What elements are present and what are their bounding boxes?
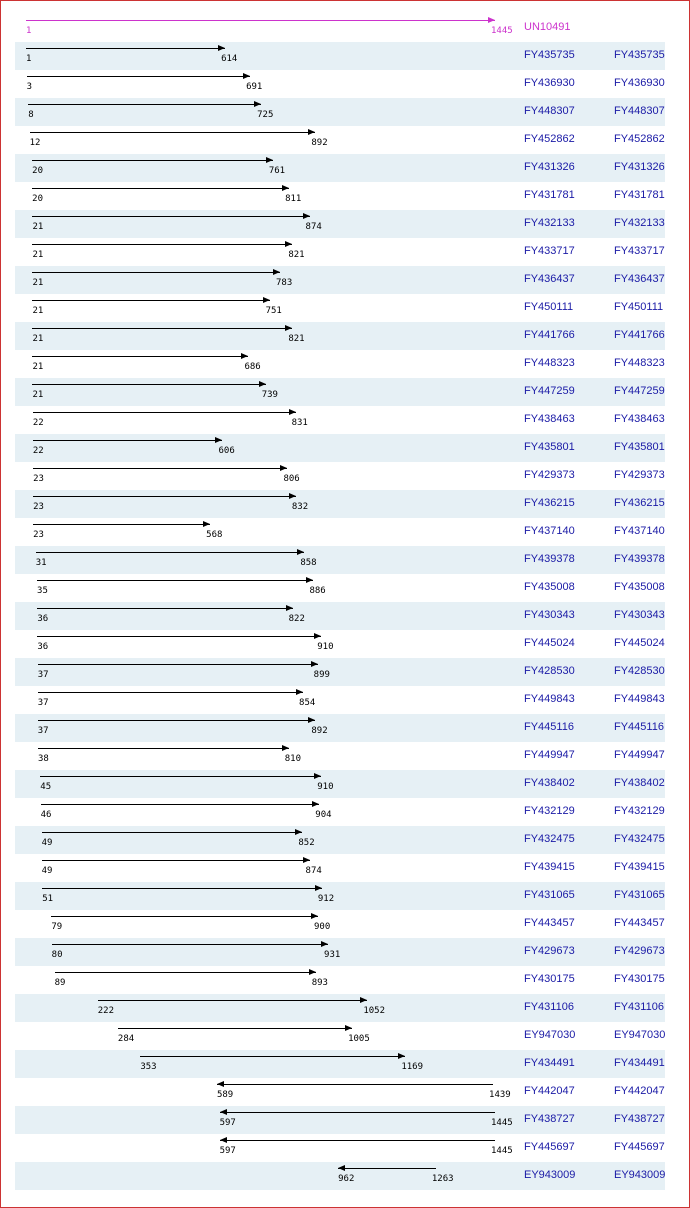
arrow-right-icon xyxy=(203,521,210,527)
start-position: 23 xyxy=(33,474,44,484)
arrow-right-icon xyxy=(309,969,316,975)
end-position: 686 xyxy=(244,362,261,372)
arrow-right-icon xyxy=(315,885,322,891)
start-position: 20 xyxy=(32,166,43,176)
end-position: 931 xyxy=(324,950,341,960)
start-position: 46 xyxy=(40,810,52,820)
accession-link[interactable]: FY448307 xyxy=(524,105,575,117)
arrow-right-icon xyxy=(308,717,315,723)
alignment-line xyxy=(26,48,225,49)
end-position: 1169 xyxy=(401,1062,424,1072)
end-position: 1005 xyxy=(348,1034,370,1044)
accession-link-secondary[interactable]: FY447259 xyxy=(614,385,665,397)
arrow-right-icon xyxy=(289,493,296,499)
arrow-right-icon xyxy=(303,213,310,219)
alignment-line xyxy=(140,1056,405,1057)
alignment-line xyxy=(30,132,316,133)
start-position: 23 xyxy=(33,502,44,512)
alignment-line xyxy=(55,972,316,973)
alignment-line xyxy=(32,216,309,217)
end-position: 1439 xyxy=(489,1090,511,1100)
alignment-line xyxy=(36,552,305,553)
end-position: 810 xyxy=(284,754,302,764)
accession-link[interactable]: FY434491 xyxy=(524,1057,575,1069)
alignment-line xyxy=(33,496,296,497)
accession-link[interactable]: FY429373 xyxy=(524,469,575,481)
alignment-line xyxy=(98,1000,368,1001)
arrow-right-icon xyxy=(312,801,319,807)
accession-link-secondary[interactable]: FY449843 xyxy=(614,693,665,705)
start-position: 21 xyxy=(32,390,44,400)
end-position: 751 xyxy=(265,306,282,316)
start-position: 222 xyxy=(97,1006,115,1016)
end-position: 904 xyxy=(315,810,332,820)
accession-link[interactable]: FY431781 xyxy=(524,189,575,201)
start-position: 962 xyxy=(338,1174,355,1184)
alignment-line xyxy=(32,328,292,329)
accession-link-secondary[interactable]: FY452862 xyxy=(614,133,665,145)
accession-link-secondary[interactable]: FY429373 xyxy=(614,469,665,481)
end-position: 1445 xyxy=(491,1118,513,1128)
arrow-right-icon xyxy=(398,1053,405,1059)
alignment-line xyxy=(41,804,320,805)
accession-link[interactable]: FY430343 xyxy=(524,609,575,621)
start-position: 21 xyxy=(32,362,44,372)
arrow-right-icon xyxy=(273,269,280,275)
accession-link-secondary[interactable]: FY431326 xyxy=(614,161,665,173)
start-position: 51 xyxy=(42,894,54,904)
end-position: 831 xyxy=(291,418,308,428)
alignment-line xyxy=(38,692,303,693)
accession-link-secondary[interactable]: FY448307 xyxy=(614,105,665,117)
alignment-line xyxy=(32,384,265,385)
end-position: 821 xyxy=(288,250,305,260)
arrow-right-icon xyxy=(314,633,321,639)
accession-link[interactable]: FY432475 xyxy=(524,833,575,845)
start-position: 12 xyxy=(29,138,41,148)
accession-link-secondary[interactable]: EY943009 xyxy=(614,1169,666,1181)
accession-link-secondary[interactable]: FY430175 xyxy=(614,973,665,985)
accession-link[interactable]: FY437140 xyxy=(524,525,575,537)
reference-line xyxy=(26,20,495,21)
accession-link[interactable]: FY432133 xyxy=(524,217,575,229)
arrow-right-icon xyxy=(285,241,292,247)
alignment-line xyxy=(52,944,328,945)
accession-link-secondary[interactable]: FY436437 xyxy=(614,273,665,285)
start-position: 3 xyxy=(26,82,33,92)
arrow-left-icon xyxy=(220,1109,227,1115)
accession-link-secondary[interactable]: FY430343 xyxy=(614,609,665,621)
end-position: 1445 xyxy=(491,26,513,36)
arrow-left-icon xyxy=(220,1137,227,1143)
accession-link[interactable]: FY435735 xyxy=(524,49,575,61)
accession-link[interactable]: FY439415 xyxy=(524,861,575,873)
end-position: 874 xyxy=(305,866,322,876)
accession-link-secondary[interactable]: FY431065 xyxy=(614,889,665,901)
start-position: 20 xyxy=(32,194,43,204)
accession-link[interactable]: FY431106 xyxy=(524,1001,574,1013)
arrow-right-icon xyxy=(282,185,289,191)
end-position: 899 xyxy=(313,670,330,680)
start-position: 79 xyxy=(51,922,63,932)
start-position: 36 xyxy=(37,614,49,624)
arrow-right-icon xyxy=(314,773,321,779)
alignment-line xyxy=(33,524,210,525)
end-position: 858 xyxy=(300,558,317,568)
accession-link[interactable]: FY432129 xyxy=(524,805,575,817)
end-position: 910 xyxy=(317,642,334,652)
arrow-right-icon xyxy=(311,661,318,667)
arrow-right-icon xyxy=(259,381,266,387)
start-position: 37 xyxy=(37,670,49,680)
accession-link[interactable]: FY431065 xyxy=(524,889,575,901)
accession-link-secondary[interactable]: FY435735 xyxy=(614,49,665,61)
start-position: 284 xyxy=(117,1034,135,1044)
accession-link-secondary[interactable]: FY432133 xyxy=(614,217,665,229)
arrow-right-icon xyxy=(295,829,302,835)
arrow-right-icon xyxy=(488,17,495,23)
accession-link-secondary[interactable]: FY449947 xyxy=(614,749,665,761)
accession-link[interactable]: FY433717 xyxy=(524,245,575,257)
start-position: 35 xyxy=(37,586,48,596)
end-position: 852 xyxy=(298,838,315,848)
start-position: 89 xyxy=(54,978,66,988)
arrow-right-icon xyxy=(254,101,261,107)
arrow-right-icon xyxy=(241,353,248,359)
accession-link[interactable]: FY447259 xyxy=(524,385,575,397)
accession-link[interactable]: FY438463 xyxy=(524,413,575,425)
start-position: 22 xyxy=(32,418,44,428)
accession-link-secondary[interactable]: FY437140 xyxy=(614,525,665,537)
alignment-line xyxy=(37,636,321,637)
accession-link-secondary[interactable]: FY438727 xyxy=(614,1113,665,1125)
alignment-line xyxy=(118,1028,352,1029)
end-position: 893 xyxy=(311,978,328,988)
arrow-right-icon xyxy=(311,913,318,919)
start-position: 21 xyxy=(32,334,44,344)
alignment-line xyxy=(38,720,316,721)
accession-link-secondary[interactable]: FY435801 xyxy=(614,441,665,453)
accession-link[interactable]: FY436437 xyxy=(524,273,575,285)
alignment-line xyxy=(42,888,322,889)
alignment-line xyxy=(37,608,292,609)
start-position: 80 xyxy=(51,950,63,960)
end-position: 783 xyxy=(275,278,293,288)
alignment-line xyxy=(38,664,318,665)
start-position: 31 xyxy=(35,558,47,568)
arrow-right-icon xyxy=(286,605,293,611)
accession-link-secondary[interactable]: FY438463 xyxy=(614,413,665,425)
end-position: 725 xyxy=(257,110,274,120)
alignment-line xyxy=(32,160,273,161)
arrow-right-icon xyxy=(303,857,310,863)
arrow-right-icon xyxy=(289,409,296,415)
end-position: 568 xyxy=(206,530,223,540)
start-position: 38 xyxy=(38,754,49,764)
end-position: 1263 xyxy=(431,1174,454,1184)
arrow-right-icon xyxy=(321,941,328,947)
accession-link[interactable]: FY449947 xyxy=(524,749,575,761)
accession-link[interactable]: FY431326 xyxy=(524,161,575,173)
arrow-right-icon xyxy=(306,577,313,583)
start-position: 589 xyxy=(216,1090,234,1100)
arrow-right-icon xyxy=(285,325,292,331)
alignment-line xyxy=(42,860,310,861)
accession-link-secondary[interactable]: FY434491 xyxy=(614,1057,665,1069)
alignment-line xyxy=(38,748,289,749)
arrow-right-icon xyxy=(280,465,287,471)
accession-link-secondary[interactable]: FY439415 xyxy=(614,861,665,873)
alignment-line xyxy=(42,832,303,833)
alignment-line xyxy=(338,1168,436,1169)
accession-link[interactable]: FY441766 xyxy=(524,329,575,341)
accession-link-secondary[interactable]: FY445116 xyxy=(614,721,664,733)
accession-link[interactable]: FY436215 xyxy=(524,497,575,509)
start-position: 21 xyxy=(32,278,44,288)
alignment-line xyxy=(51,916,318,917)
end-position: 606 xyxy=(218,446,235,456)
end-position: 761 xyxy=(268,166,286,176)
accession-link[interactable]: FY445024 xyxy=(524,637,575,649)
accession-link[interactable]: FY449843 xyxy=(524,693,575,705)
start-position: 21 xyxy=(32,306,44,316)
alignment-line xyxy=(32,188,289,189)
arrow-right-icon xyxy=(266,157,273,163)
accession-link-secondary[interactable]: FY443457 xyxy=(614,917,665,929)
start-position: 37 xyxy=(37,698,49,708)
accession-link-secondary[interactable]: FY428530 xyxy=(614,665,665,677)
accession-link[interactable]: FY450111 xyxy=(524,301,574,313)
accession-link-secondary[interactable]: FY450111 xyxy=(614,301,664,313)
alignment-line xyxy=(220,1140,495,1141)
end-position: 892 xyxy=(311,138,328,148)
start-position: 49 xyxy=(41,866,53,876)
alignment-line xyxy=(27,76,250,77)
accession-link[interactable]: FY438402 xyxy=(524,777,575,789)
alignment-line xyxy=(32,272,279,273)
end-position: 886 xyxy=(309,586,326,596)
accession-link-secondary[interactable]: FY445024 xyxy=(614,637,665,649)
end-position: 832 xyxy=(291,502,309,512)
accession-link-secondary[interactable]: FY431106 xyxy=(614,1001,664,1013)
accession-link[interactable]: FY442047 xyxy=(524,1085,575,1097)
start-position: 1 xyxy=(26,26,32,36)
start-position: 353 xyxy=(140,1062,157,1072)
accession-link[interactable]: FY448323 xyxy=(524,357,575,369)
alignment-line xyxy=(33,440,223,441)
accession-link[interactable]: FY438727 xyxy=(524,1113,575,1125)
accession-link-secondary[interactable]: FY429673 xyxy=(614,945,665,957)
end-position: 614 xyxy=(221,54,238,64)
accession-link[interactable]: FY436930 xyxy=(524,77,575,89)
accession-link[interactable]: FY445116 xyxy=(524,721,574,733)
accession-link-secondary[interactable]: FY438402 xyxy=(614,777,665,789)
accession-link-secondary[interactable]: FY442047 xyxy=(614,1085,665,1097)
start-position: 597 xyxy=(219,1118,236,1128)
accession-link[interactable]: FY435801 xyxy=(524,441,575,453)
end-position: 1052 xyxy=(363,1006,386,1016)
arrow-right-icon xyxy=(243,73,250,79)
start-position: 22 xyxy=(32,446,44,456)
accession-link[interactable]: EY947030 xyxy=(524,1029,576,1041)
accession-link[interactable]: FY452862 xyxy=(524,133,575,145)
start-position: 23 xyxy=(33,530,44,540)
end-position: 900 xyxy=(313,922,331,932)
accession-link-secondary[interactable]: FY445697 xyxy=(614,1141,665,1153)
accession-link[interactable]: FY445697 xyxy=(524,1141,575,1153)
arrow-right-icon xyxy=(360,997,367,1003)
arrow-right-icon xyxy=(297,549,304,555)
end-position: 811 xyxy=(285,194,302,204)
end-position: 821 xyxy=(288,334,305,344)
arrow-right-icon xyxy=(215,437,222,443)
end-position: 1445 xyxy=(491,1146,513,1156)
start-position: 21 xyxy=(32,222,44,232)
alignment-line xyxy=(32,356,248,357)
alignment-line xyxy=(37,580,313,581)
end-position: 739 xyxy=(261,390,278,400)
end-position: 910 xyxy=(317,782,334,792)
end-position: 691 xyxy=(246,82,263,92)
arrow-right-icon xyxy=(308,129,315,135)
alignment-line xyxy=(220,1112,495,1113)
end-position: 806 xyxy=(283,474,300,484)
alignment-line xyxy=(217,1084,493,1085)
arrow-left-icon xyxy=(217,1081,224,1087)
arrow-right-icon xyxy=(296,689,303,695)
accession-link-secondary[interactable]: FY436930 xyxy=(614,77,665,89)
accession-link-secondary[interactable]: FY435008 xyxy=(614,581,665,593)
start-position: 37 xyxy=(37,726,49,736)
start-position: 45 xyxy=(40,782,52,792)
end-position: 854 xyxy=(299,698,316,708)
arrow-right-icon xyxy=(263,297,270,303)
start-position: 36 xyxy=(37,642,49,652)
alignment-line xyxy=(33,412,296,413)
accession-link-secondary[interactable]: FY431781 xyxy=(614,189,665,201)
accession-link[interactable]: FY443457 xyxy=(524,917,575,929)
accession-link[interactable]: FY435008 xyxy=(524,581,575,593)
arrow-right-icon xyxy=(218,45,225,51)
accession-link[interactable]: EY943009 xyxy=(524,1169,576,1181)
alignment-line xyxy=(40,776,321,777)
accession-link-secondary[interactable]: FY441766 xyxy=(614,329,665,341)
end-position: 892 xyxy=(311,726,328,736)
accession-link[interactable]: FY430175 xyxy=(524,973,575,985)
arrow-left-icon xyxy=(338,1165,345,1171)
start-position: 597 xyxy=(219,1146,236,1156)
accession-link-secondary[interactable]: FY436215 xyxy=(614,497,665,509)
accession-link[interactable]: FY439378 xyxy=(524,553,575,565)
alignment-line xyxy=(33,468,287,469)
accession-link-secondary[interactable]: EY947030 xyxy=(614,1029,666,1041)
arrow-right-icon xyxy=(282,745,289,751)
alignment-line xyxy=(28,104,261,105)
start-position: 49 xyxy=(41,838,53,848)
end-position: 822 xyxy=(288,614,305,624)
accession-link-secondary[interactable]: FY448323 xyxy=(614,357,665,369)
accession-link[interactable]: FY429673 xyxy=(524,945,575,957)
accession-link[interactable]: FY428530 xyxy=(524,665,575,677)
start-position: 1 xyxy=(26,54,32,64)
accession-link-secondary[interactable]: FY432475 xyxy=(614,833,665,845)
accession-link-secondary[interactable]: FY439378 xyxy=(614,553,665,565)
accession-link-secondary[interactable]: FY433717 xyxy=(614,245,665,257)
accession-link[interactable]: UN10491 xyxy=(524,21,571,33)
start-position: 8 xyxy=(28,110,34,120)
end-position: 874 xyxy=(305,222,322,232)
start-position: 21 xyxy=(32,250,44,260)
alignment-line xyxy=(32,244,292,245)
arrow-right-icon xyxy=(345,1025,352,1031)
accession-link-secondary[interactable]: FY432129 xyxy=(614,805,665,817)
end-position: 912 xyxy=(317,894,335,904)
alignment-line xyxy=(32,300,269,301)
